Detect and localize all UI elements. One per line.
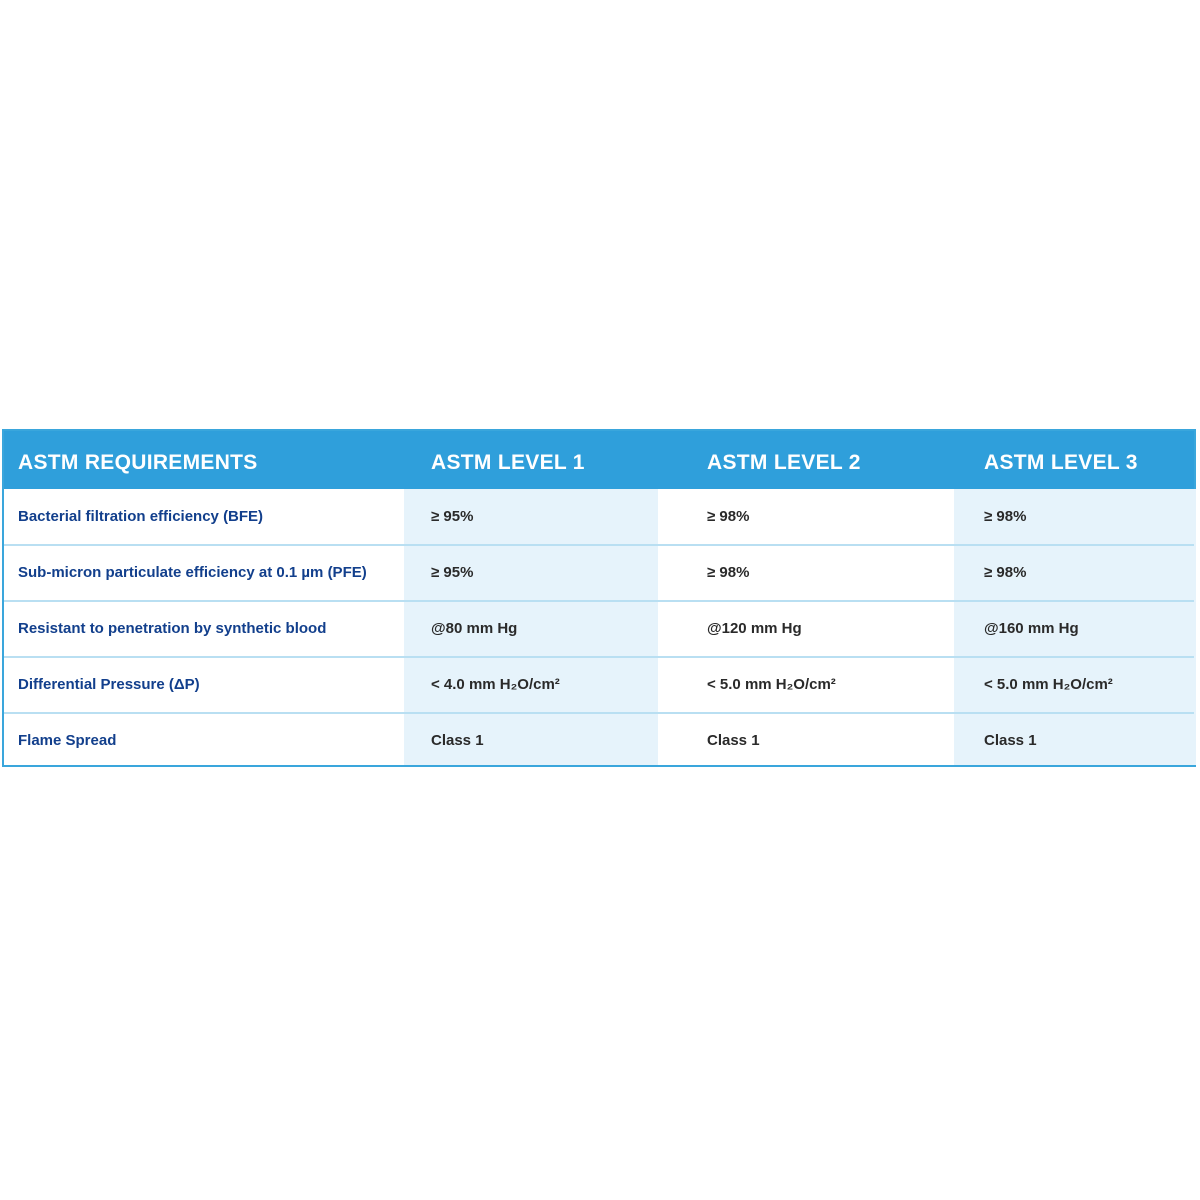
level-2-value: @120 mm Hg — [707, 620, 802, 637]
level-2-value: Class 1 — [707, 732, 760, 749]
level-1-value: ≥ 95% — [431, 508, 474, 525]
level-1-value: < 4.0 mm H₂O/cm² — [431, 676, 560, 693]
table-row — [4, 545, 1194, 601]
level-2-value: ≥ 98% — [707, 508, 750, 525]
level-1-value: ≥ 95% — [431, 564, 474, 581]
level-1-value: @80 mm Hg — [431, 620, 518, 637]
requirement-label: Sub-micron particulate efficiency at 0.1 µm (PFE) — [18, 564, 367, 581]
level-2-value: < 5.0 mm H₂O/cm² — [707, 676, 836, 693]
level-2-value: ≥ 98% — [707, 564, 750, 581]
header-requirements: ASTM REQUIREMENTS — [18, 451, 258, 474]
level-3-value: < 5.0 mm H₂O/cm² — [984, 676, 1113, 693]
requirement-label: Differential Pressure (ΔP) — [18, 676, 200, 693]
requirement-label: Resistant to penetration by synthetic blood — [18, 620, 327, 637]
level-3-value: ≥ 98% — [984, 564, 1027, 581]
level-3-value: @160 mm Hg — [984, 620, 1079, 637]
requirement-label: Bacterial filtration efficiency (BFE) — [18, 508, 264, 525]
requirement-label: Flame Spread — [18, 732, 117, 749]
table-row — [4, 489, 1194, 545]
table-header-row — [4, 431, 1194, 489]
table-row — [4, 657, 1194, 713]
level-3-value: Class 1 — [984, 732, 1037, 749]
header-level-3: ASTM LEVEL 3 — [984, 451, 1138, 474]
header-level-2: ASTM LEVEL 2 — [707, 451, 861, 474]
astm-requirements-table — [2, 429, 1196, 767]
level-3-value: ≥ 98% — [984, 508, 1027, 525]
table-row — [4, 713, 1194, 769]
header-level-1: ASTM LEVEL 1 — [431, 451, 585, 474]
table-row — [4, 601, 1194, 657]
level-1-value: Class 1 — [431, 732, 484, 749]
